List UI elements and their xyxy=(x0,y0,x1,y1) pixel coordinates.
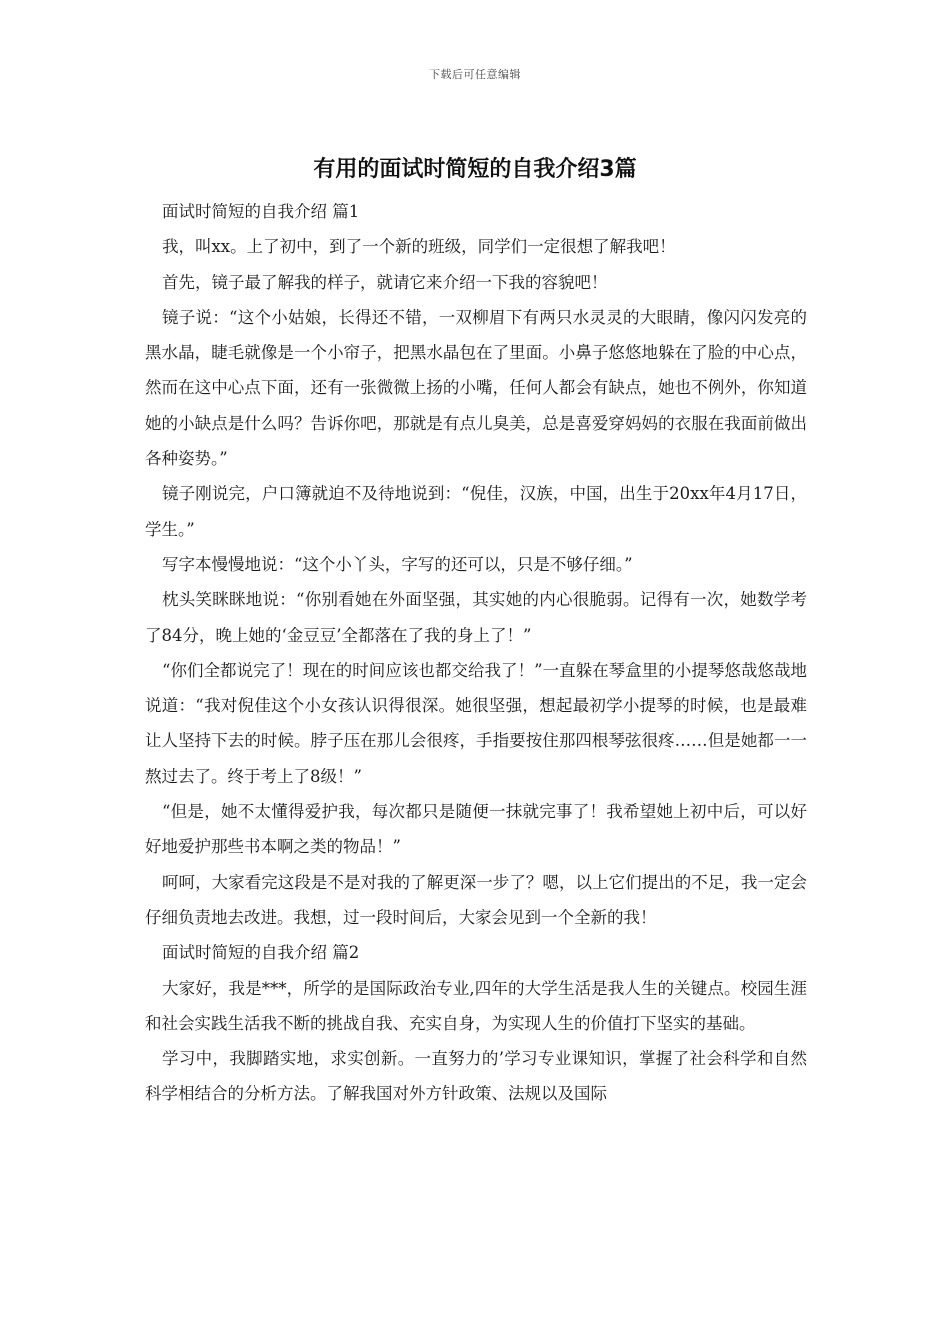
paragraph: 镜子刚说完，户口簿就迫不及待地说到：“倪佳，汉族，中国，出生于20xx年4月17日，学生。” xyxy=(145,484,807,539)
paragraph: 呵呵，大家看完这段是不是对我的了解更深一步了？嗯，以上它们提出的不足，我一定会仔细负责地去改进。我想，过一段时间后，大家会见到一个全新的我！ xyxy=(145,872,807,927)
paragraph: 我，叫xx。上了初中，到了一个新的班级，同学们一定很想了解我吧！ xyxy=(162,237,676,257)
paragraph: “你们全都说完了！现在的时间应该也都交给我了！”一直躲在琴盒里的小提琴悠哉悠哉地说道：“我对倪佳这个小女孩认识得很深。她很坚强，想起最初学小提琴的时候，也是最难让人坚持下去的时候。脖子压在那儿会很疼，手指要按住那四根琴弦很疼……但是她都一一熬过去了。终于考上了8级！” xyxy=(145,660,807,786)
paragraph: 镜子说：“这个小姑娘，长得还不错，一双柳眉下有两只水灵灵的大眼睛，像闪闪发亮的黑水晶，睫毛就像是一个小帘子，把黑水晶包在了里面。小鼻子悠悠地躲在了脸的中心点，然而在这中心点下面，还有一张微微上扬的小嘴，任何人都会有缺点，她也不例外，你知道她的小缺点是什么吗？告诉你吧，那就是有点儿臭美，总是喜爱穿妈妈的衣服在我面前做出各种姿势。” xyxy=(145,307,807,469)
paragraph: “但是，她不太懂得爱护我，每次都只是随便一抹就完事了！我希望她上初中后，可以好好地爱护那些书本啊之类的物品！” xyxy=(145,802,807,857)
paragraph: 学习中，我脚踏实地，求实创新。一直努力的’学习专业课知识，掌握了社会科学和自然科学相结合的分析方法。了解我国对外方针政策、法规以及国际 xyxy=(145,1049,807,1104)
paragraph: 大家好，我是***，所学的是国际政治专业,四年的大学生活是我人生的关键点。校园生涯和社会实践生活我不断的挑战自我、充实自身，为实现人生的价值打下坚实的基础。 xyxy=(145,978,807,1033)
header-note: 下载后可任意编辑 xyxy=(429,68,521,81)
document-title: 有用的面试时简短的自我介绍3篇 xyxy=(313,157,637,182)
document-body xyxy=(145,194,807,1112)
paragraph: 写字本慢慢地说：“这个小丫头，字写的还可以，只是不够仔细。” xyxy=(162,554,633,574)
paragraph: 枕头笑眯眯地说：“你别看她在外面坚强，其实她的内心很脆弱。记得有一次，她数学考了84分，晚上她的‘金豆豆’全都落在了我的身上了！” xyxy=(145,590,807,645)
section-heading-2: 面试时简短的自我介绍 篇2 xyxy=(162,943,360,963)
section-heading-1: 面试时简短的自我介绍 篇1 xyxy=(162,202,360,221)
paragraph: 首先，镜子最了解我的样子，就请它来介绍一下我的容貌吧！ xyxy=(162,272,608,292)
